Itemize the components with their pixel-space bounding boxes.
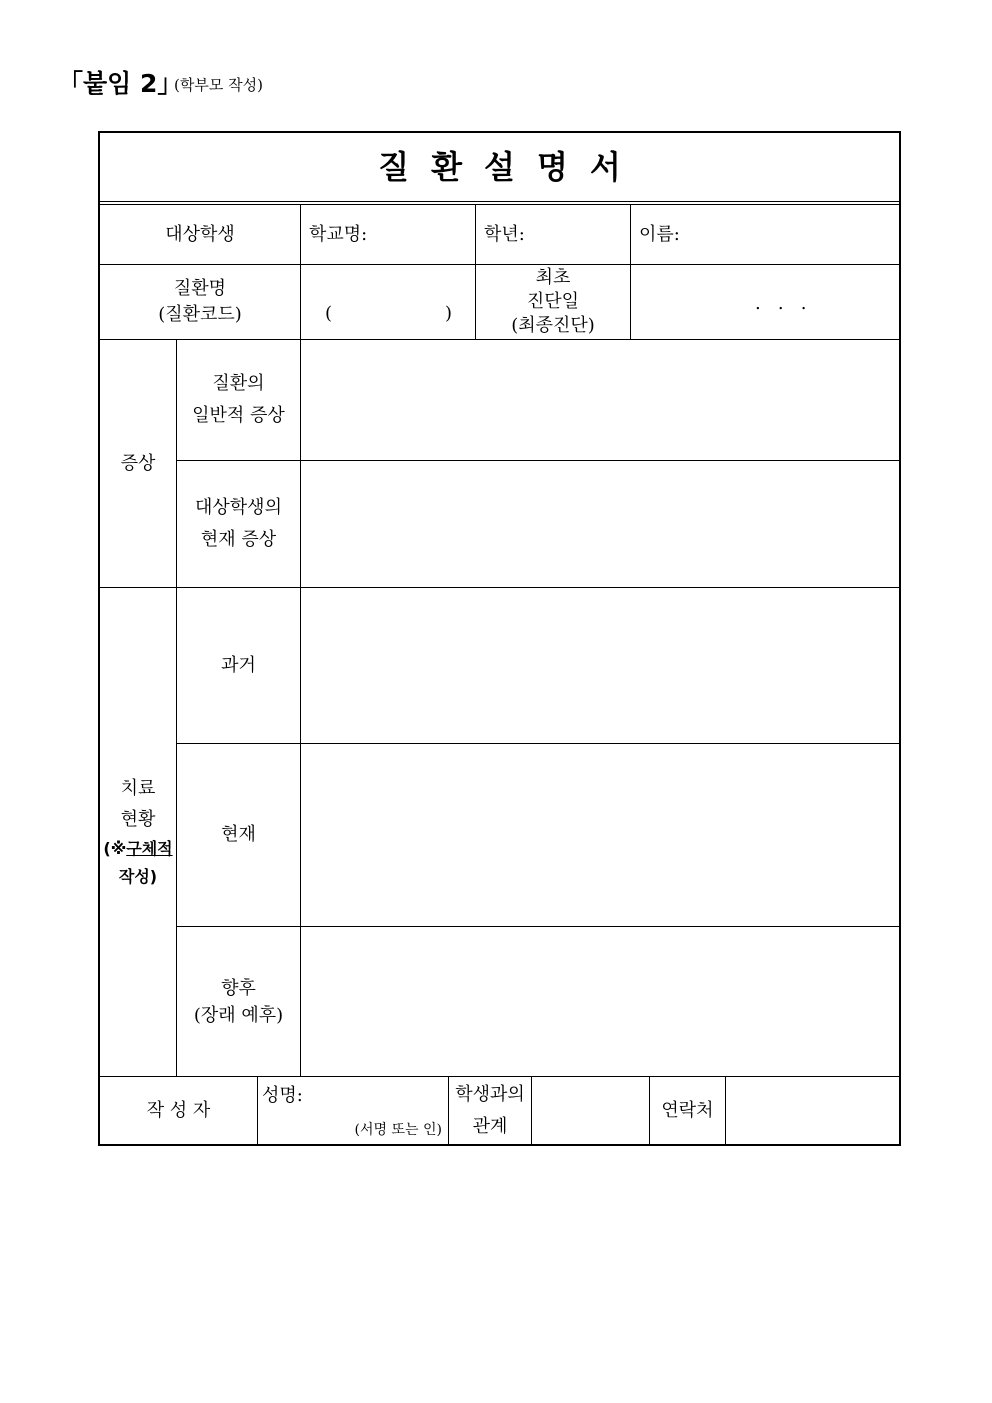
disease-name-field[interactable] bbox=[301, 265, 475, 339]
note-underlined: 구체적 bbox=[126, 839, 173, 858]
present-label: 현재 bbox=[221, 824, 256, 845]
code-open-paren: ( bbox=[325, 303, 333, 324]
signature-note: (서명 또는 인) bbox=[354, 1122, 442, 1138]
first-diagnosis-line2: 진단일 bbox=[526, 291, 580, 312]
grade-field[interactable]: 학년: bbox=[484, 223, 525, 245]
current-symptoms-label bbox=[177, 461, 300, 587]
attachment-label: 「붙임 2」 bbox=[58, 69, 183, 98]
first-diagnosis-label bbox=[476, 265, 630, 339]
form-title: 질환설명서 bbox=[378, 148, 643, 186]
date-dots: . . . bbox=[755, 293, 807, 314]
future-treatment-field[interactable] bbox=[301, 927, 899, 1076]
treatment-note-line1 bbox=[103, 835, 172, 863]
general-symptoms-field[interactable] bbox=[301, 340, 899, 460]
author-note: (학부모 작성) bbox=[174, 76, 263, 94]
contact-field[interactable] bbox=[726, 1077, 899, 1144]
symptoms-group-label: 증상 bbox=[120, 452, 156, 474]
target-student-label: 대상학생 bbox=[165, 223, 235, 245]
first-diagnosis-line1: 최초 bbox=[535, 267, 571, 288]
relation-field[interactable] bbox=[532, 1077, 649, 1144]
writer-name-field[interactable] bbox=[258, 1077, 448, 1144]
general-symptoms-label bbox=[177, 340, 300, 460]
disease-name-text: 질환명 bbox=[173, 278, 227, 299]
treatment-line2: 현황 bbox=[120, 809, 156, 830]
contact-label: 연락처 bbox=[661, 1099, 714, 1121]
relation-line2: 관계 bbox=[472, 1115, 508, 1137]
disease-code-text: (질환코드) bbox=[158, 304, 242, 325]
note-prefix: (※ bbox=[103, 839, 127, 858]
relation-line1: 학생과의 bbox=[455, 1083, 525, 1105]
future-line2: (장래 예후) bbox=[193, 1004, 284, 1026]
past-treatment-field[interactable] bbox=[301, 588, 899, 743]
writer-label: 작 성 자 bbox=[146, 1099, 211, 1121]
treatment-status-label bbox=[100, 588, 176, 1076]
present-treatment-field[interactable] bbox=[301, 744, 899, 926]
current-symptoms-field[interactable] bbox=[301, 461, 899, 587]
general-symptoms-line2: 일반적 증상 bbox=[192, 405, 285, 426]
current-symptoms-line1: 대상학생의 bbox=[195, 497, 282, 518]
disease-name-label bbox=[100, 265, 300, 339]
current-symptoms-line2: 현재 증상 bbox=[200, 529, 277, 550]
writer-name-label: 성명: bbox=[262, 1085, 303, 1106]
future-label bbox=[177, 927, 300, 1076]
relation-label bbox=[449, 1077, 531, 1144]
past-label: 과거 bbox=[221, 654, 256, 676]
diagnosis-date-field[interactable] bbox=[631, 265, 899, 339]
first-diagnosis-line3: (최종진단) bbox=[511, 315, 595, 336]
treatment-line1: 치료 bbox=[120, 778, 156, 799]
student-name-field[interactable]: 이름: bbox=[639, 223, 680, 245]
school-name-field[interactable]: 학교명: bbox=[309, 223, 368, 245]
general-symptoms-line1: 질환의 bbox=[212, 373, 265, 394]
code-close-paren: ) bbox=[445, 303, 453, 324]
future-line1: 향후 bbox=[221, 977, 256, 999]
treatment-note-line2: 작성) bbox=[118, 867, 158, 886]
